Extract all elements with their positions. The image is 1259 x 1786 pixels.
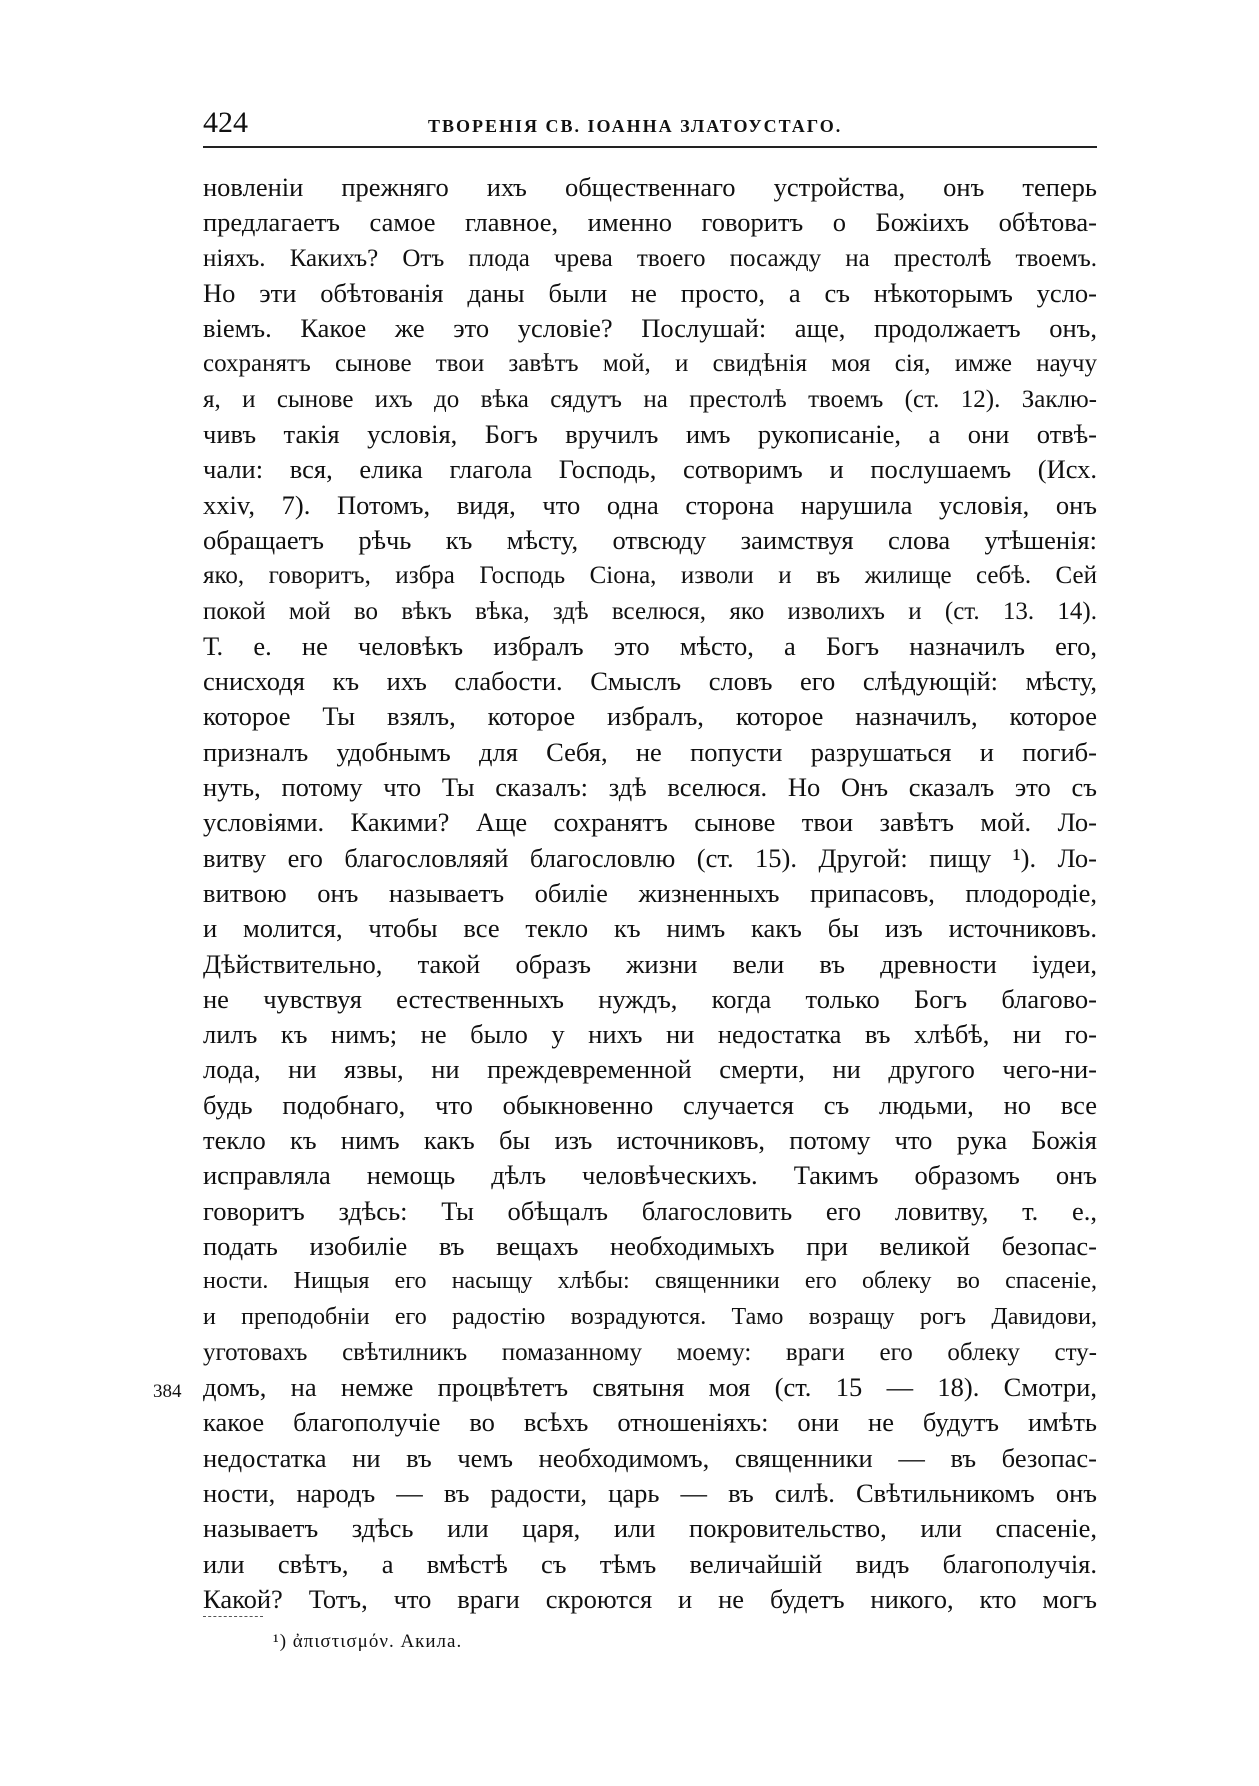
text-line: xxiv, 7). Потомъ, видя, что одна сторона нарушила условія, онъ — [203, 489, 1097, 520]
text-line: лода, ни язвы, ни преждевременной смерти, ни другого чего-ни- — [203, 1054, 1097, 1085]
body-text — [203, 170, 1097, 1617]
text-line: обращаетъ рѣчь къ мѣсту, отвсюду заимствуя слова утѣшенія: — [203, 524, 1097, 555]
text-line: чивъ такія условія, Богъ вручилъ имъ рукописаніе, а они отвѣ- — [203, 419, 1097, 450]
text-line: или свѣтъ, а вмѣстѣ съ тѣмъ величайшій видъ благополучія. — [203, 1548, 1097, 1579]
text-line: будь подобнаго, что обыкновенно случается съ людьми, но все — [203, 1089, 1097, 1120]
text-line: чали: вся, елика глагола Господь, сотворимъ и послушаемъ (Исх. — [203, 454, 1097, 485]
footnote-divider — [203, 1616, 263, 1617]
page-number: 424 — [203, 106, 248, 139]
text-line: я, и сынове ихъ до вѣка сядутъ на престолѣ твоемъ (ст. 12). Заклю- — [203, 385, 1097, 413]
text-line: витву его благословляяй благословлю (ст. 15). Другой: пищу ¹). Ло- — [203, 842, 1097, 873]
text-line: сохранятъ сынове твои завѣтъ мой, и свидѣнія моя сія, имже научу — [203, 350, 1097, 378]
text-line: текло къ нимъ какъ бы изъ источниковъ, потому что рука Божія — [203, 1125, 1097, 1156]
text-line: какое благополучіе во всѣхъ отношеніяхъ: они не будутъ имѣть — [203, 1407, 1097, 1438]
text-line: лилъ къ нимъ; не было у нихъ ни недостатка въ хлѣбѣ, ни го- — [203, 1019, 1097, 1050]
text-line: уготовахъ свѣтилникъ помазанному моему: враги его облеку сту- — [203, 1338, 1097, 1366]
text-line: нуть, потому что Ты сказалъ: здѣ вселюся. Но Онъ сказалъ это съ — [203, 772, 1097, 803]
text-line: ности. Нищыя его насыщу хлѣбы: священники его облеку во спасеніе, — [203, 1268, 1097, 1295]
text-line: снисходя къ ихъ слабости. Смыслъ словъ его слѣдующій: мѣсту, — [203, 666, 1097, 697]
text-line: говоритъ здѣсь: Ты обѣщалъ благословить его ловитву, т. е., — [203, 1195, 1097, 1226]
footnote: ¹) ἀπιστισμόν. Акила. — [273, 1631, 463, 1652]
text-line: Дѣйствительно, такой образъ жизни вели въ древности іудеи, — [203, 948, 1097, 979]
text-line: и молится, чтобы все текло къ нимъ какъ бы изъ источниковъ. — [203, 913, 1097, 944]
text-line: новленіи прежняго ихъ общественнаго устройства, онъ теперь — [203, 172, 1097, 202]
text-line: предлагаетъ самое главное, именно говоритъ о Божіихъ обѣтова- — [203, 207, 1097, 238]
text-line: покой мой во вѣкъ вѣка, здѣ вселюся, яко изволихъ и (ст. 13. 14). — [203, 597, 1097, 625]
text-line: исправляла немощь дѣлъ человѣческихъ. Такимъ образомъ онъ — [203, 1160, 1097, 1191]
text-line: домъ, на немже процвѣтетъ святыня моя (ст. 15 — 18). Смотри, — [203, 1372, 1097, 1403]
text-line: ности, народъ — въ радости, царь — въ силѣ. Свѣтильникомъ онъ — [203, 1477, 1097, 1508]
page-header — [203, 106, 1097, 148]
text-line: подать изобиліе въ вещахъ необходимыхъ при великой безопас- — [203, 1230, 1097, 1261]
text-line: витвою онъ называетъ обиліе жизненныхъ припасовъ, плодородіе, — [203, 877, 1097, 908]
margin-page-reference: 384 — [153, 1381, 182, 1402]
text-line: не чувствуя естественныхъ нуждъ, когда только Богъ благово- — [203, 983, 1097, 1014]
text-line: Какой? Тотъ, что враги скроются и не будетъ никого, кто могъ — [203, 1583, 1097, 1614]
running-title: ТВОРЕНІЯ СВ. ІОАННА ЗЛАТОУСТАГО. — [428, 116, 843, 136]
text-line: призналъ удобнымъ для Себя, не попусти разрушаться и погиб- — [203, 736, 1097, 767]
text-line: называетъ здѣсь или царя, или покровительство, или спасеніе, — [203, 1513, 1097, 1544]
text-line: ніяхъ. Какихъ? Отъ плода чрева твоего посажду на престолѣ твоемъ. — [203, 244, 1097, 272]
text-line: недостатка ни въ чемъ необходимомъ, священники — въ безопас- — [203, 1442, 1097, 1473]
text-line: которое Ты взялъ, которое избралъ, которое назначилъ, которое — [203, 701, 1097, 732]
text-line: условіями. Какими? Аще сохранятъ сынове твои завѣтъ мой. Ло- — [203, 807, 1097, 838]
text-line: віемъ. Какое же это условіе? Послушай: аще, продолжаетъ онъ, — [203, 313, 1097, 344]
text-line: Но эти обѣтованія даны были не просто, а съ нѣкоторымъ усло- — [203, 277, 1097, 308]
text-line: яко, говоритъ, избра Господь Сіона, изволи и въ жилище себѣ. Сей — [203, 562, 1097, 590]
text-line: Т. е. не человѣкъ избралъ это мѣсто, а Богъ назначилъ его, — [203, 630, 1097, 661]
text-line: и преподобніи его радостію возрадуются. Тамо возращу рогъ Давидови, — [203, 1303, 1097, 1330]
